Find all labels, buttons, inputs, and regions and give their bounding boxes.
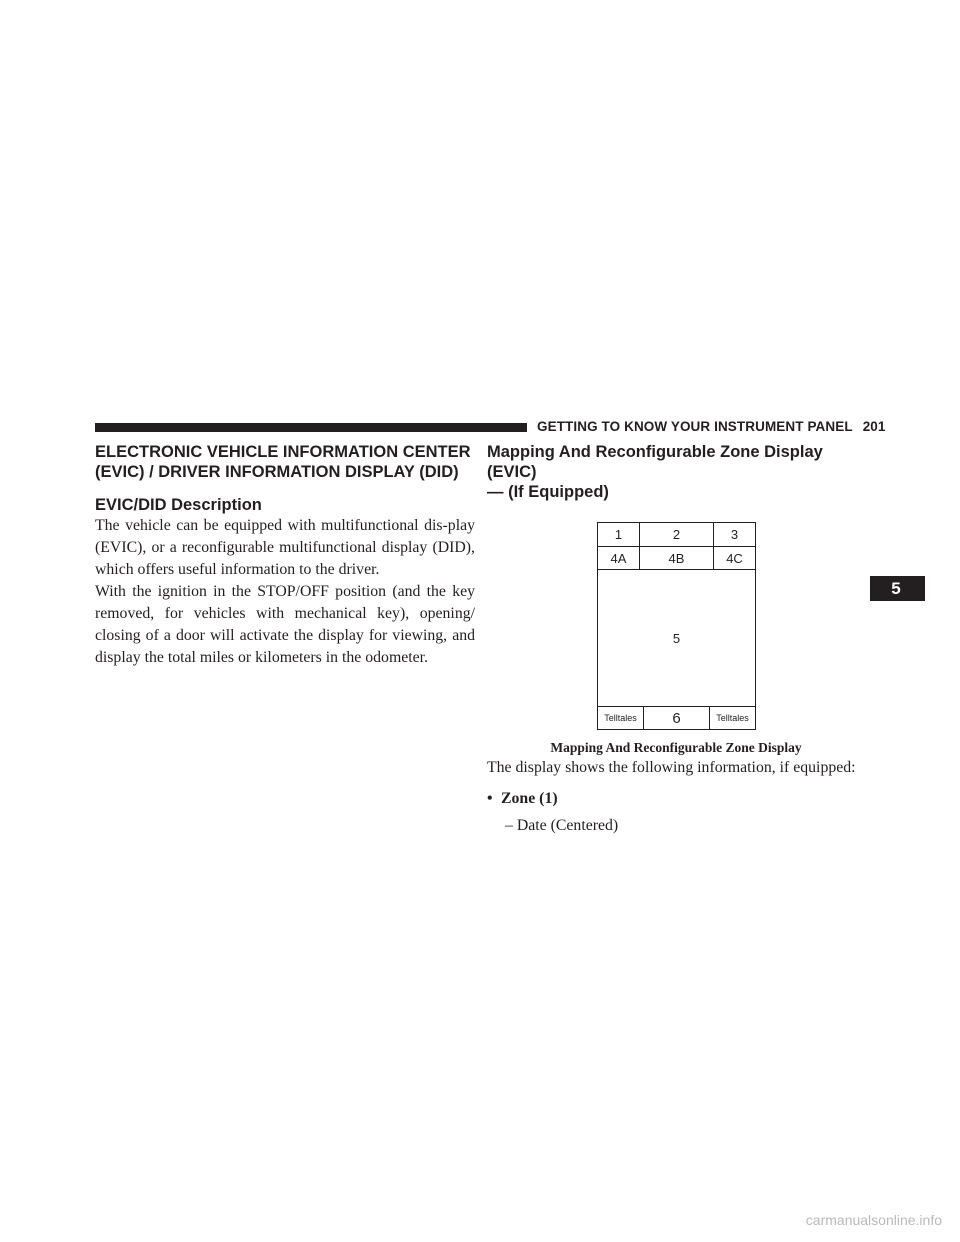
zone-6: 6: [643, 707, 709, 729]
zone-4b: 4B: [639, 547, 713, 569]
subsection-title: EVIC/DID Description: [95, 496, 262, 514]
running-header: [537, 417, 886, 437]
zone-4c: 4C: [713, 547, 755, 569]
telltales-right: Telltales: [709, 707, 755, 729]
zone-row-4: [598, 547, 755, 570]
zone-4a: 4A: [610, 550, 627, 566]
page-number: 201: [862, 419, 886, 434]
zone-row-top: [598, 523, 755, 547]
chapter-tab: 5: [870, 576, 925, 601]
left-column: [95, 442, 475, 669]
zone-2: 2: [639, 523, 713, 546]
bullet-icon: •: [487, 790, 493, 807]
zone-1: 1: [614, 527, 623, 542]
zone-3: 3: [713, 523, 755, 546]
zone-row-bottom: [598, 706, 755, 729]
ignition-paragraph: With the ignition in the STOP/OFF position (and the key removed, for vehicles with mechanical key), opening/ closing of a door will activate the display for viewing, and display the total miles or kilometers in the odometer.: [95, 583, 475, 666]
header-rule: [95, 423, 527, 432]
header-title: GETTING TO KNOW YOUR INSTRUMENT PANEL: [537, 419, 853, 434]
bullet-label: Zone (1): [501, 790, 558, 807]
mapping-section-title: [487, 442, 865, 502]
zone-5: 5: [672, 630, 681, 646]
right-column: [487, 442, 865, 837]
description-paragraph: The vehicle can be equipped with multifunctional dis-play (EVIC), or a reconfigurable multifunctional display (DID), which offers useful information to the driver.: [95, 517, 475, 578]
display-info-paragraph: The display shows the following information, if equipped:: [487, 759, 856, 776]
section-title: [95, 442, 475, 482]
watermark: carmanualsonline.info: [805, 1212, 942, 1228]
mapping-title-line1: Mapping And Reconfigurable Zone Display (EVIC): [487, 443, 823, 481]
sub-list-item: – Date (Centered): [505, 817, 619, 834]
section-title-line2: (EVIC) / DRIVER INFORMATION DISPLAY (DID): [95, 463, 459, 481]
mapping-title-line2: — (If Equipped): [487, 483, 609, 501]
zone-diagram: [597, 522, 756, 730]
list-item: [487, 788, 865, 810]
telltales-left: Telltales: [604, 713, 637, 723]
section-title-line1: ELECTRONIC VEHICLE INFORMATION CENTER: [95, 443, 471, 461]
figure-caption: Mapping And Reconfigurable Zone Display: [550, 740, 802, 755]
